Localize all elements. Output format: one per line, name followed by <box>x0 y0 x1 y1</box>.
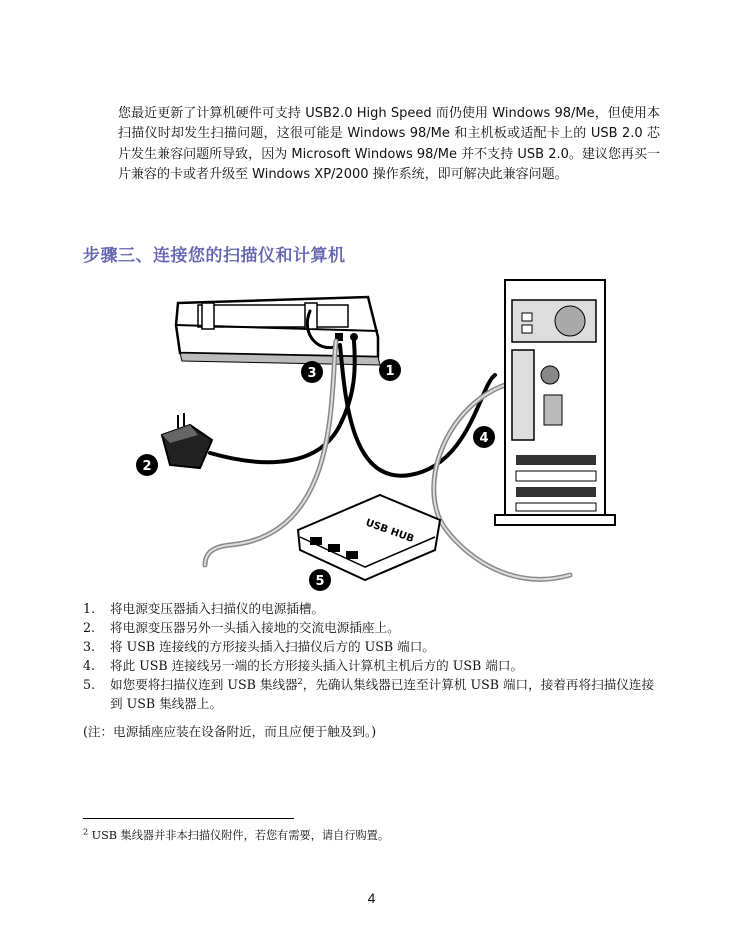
connection-diagram <box>142 275 625 595</box>
callout-4: 4 <box>479 431 489 446</box>
callout-3: 3 <box>307 366 317 381</box>
intro-paragraph: 您最近更新了计算机硬件可支持 USB2.0 High Speed 而仍使用 Windows 98/Me，但使用本扫描仪时却发生扫描问题，这很可能是 Windows 98/Me 和主机板或适配卡上的 USB 2.0 芯片发生兼容问题所导致，因为 Microsoft Windows 98/Me 并不支持 USB 2.0。建议您再买一片兼容的卡或者升级至 Windows XP/2000 操作系统，即可解决此兼容问题。 <box>118 106 660 183</box>
step-item: 3. 将 USB 连接线的方形接头插入扫描仪后方的 USB 端口。 <box>83 639 435 654</box>
computer-tower-illustration <box>495 280 615 525</box>
hub-label: USB HUB <box>363 517 416 546</box>
section-heading: 步骤三、连接您的扫描仪和计算机 <box>83 246 346 266</box>
steps-list <box>83 599 663 713</box>
scanner-illustration <box>176 297 380 365</box>
footnote-ref: 2 <box>297 676 303 686</box>
footnote-divider <box>83 818 294 819</box>
step-item: 5. 如您要将扫描仪连到 USB 集线器$^2$，先确认集线器已连至计算机 USB 端口，接着再将扫描仪连接到 USB 集线器上。 <box>83 676 655 711</box>
step-item: 1. 将电源变压器插入扫描仪的电源插槽。 <box>83 601 325 616</box>
note: (注：电源插座应装在设备附近，而且应便于触及到。) <box>83 724 377 739</box>
callout-2: 2 <box>142 459 152 474</box>
footnote: $^2$ USB 集线器并非本扫描仪附件，若您有需要，请自行购置。 <box>83 827 390 842</box>
step-item: 2. 将电源变压器另外一头插入接地的交流电源插座上。 <box>83 620 400 635</box>
callout-5: 5 <box>315 574 325 589</box>
step-item: 4. 将此 USB 连接线另一端的长方形接头插入计算机主机后方的 USB 端口。 <box>83 658 524 673</box>
usb-hub-illustration <box>298 495 440 580</box>
page-number: 4 <box>367 890 376 906</box>
callout-1: 1 <box>385 364 395 379</box>
power-adapter-illustration <box>162 413 212 468</box>
